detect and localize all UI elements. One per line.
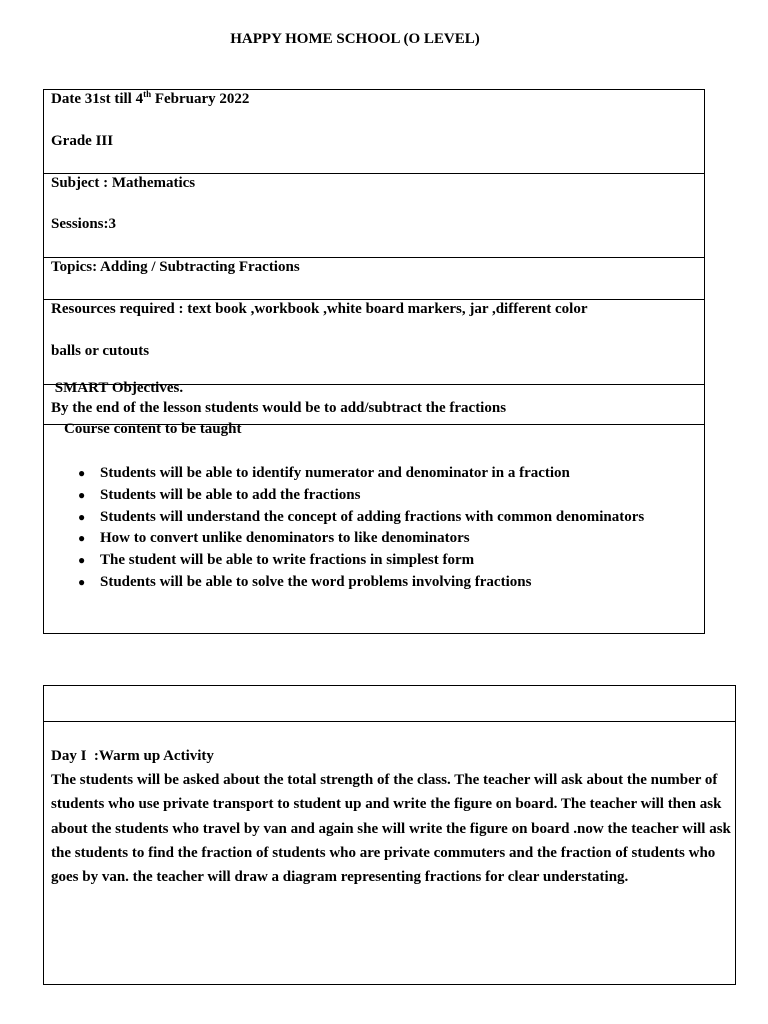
activity-text bbox=[51, 744, 731, 889]
list-item: ● The student will be able to write fractions in simplest form bbox=[100, 550, 680, 572]
bullet-icon: ● bbox=[78, 509, 86, 524]
date-grade-cell bbox=[44, 90, 704, 174]
topics-cell bbox=[44, 258, 704, 300]
course-content-cell bbox=[44, 421, 704, 633]
resources-line-1: Resources required : text book ,workbook ,white board markers, jar ,different color bbox=[51, 301, 588, 317]
grade-line: Grade III bbox=[51, 133, 114, 149]
objectives-text: By the end of the lesson students would be to add/subtract the fractions bbox=[51, 400, 507, 416]
subject-line: Subject : Mathematics bbox=[51, 175, 196, 191]
bullet-icon: ● bbox=[78, 553, 86, 568]
bullet-icon: ● bbox=[78, 574, 86, 589]
list-item: ● Students will be able to add the fractions bbox=[100, 485, 680, 507]
date-line: Date 31st till 4th February 2022 bbox=[51, 89, 250, 107]
resources-cell bbox=[44, 300, 704, 385]
lesson-plan-table bbox=[43, 89, 705, 634]
bullet-icon: ● bbox=[78, 531, 86, 546]
activity-body-cell bbox=[44, 722, 735, 984]
activity-header-cell bbox=[44, 686, 735, 722]
resources-line-2: balls or cutouts bbox=[51, 343, 150, 359]
list-item: ● Students will be able to identify numerator and denominator in a fraction bbox=[100, 463, 680, 485]
activity-heading: Day I :Warm up Activity bbox=[51, 748, 214, 764]
course-heading: Course content to be taught bbox=[64, 421, 242, 437]
objectives-cell bbox=[44, 380, 704, 425]
sessions-line: Sessions:3 bbox=[51, 216, 117, 232]
bullet-icon: ● bbox=[78, 466, 86, 480]
list-item: ● Students will understand the concept of adding fractions with common denominators bbox=[100, 507, 680, 529]
course-content-list bbox=[78, 463, 680, 594]
activity-body: The students will be asked about the total strength of the class. The teacher will ask about the number of students who use private transport to student up and write the figure on board. The teacher will then ask about the students who travel by van and again she will write the figure on board .now the teacher will ask the students to find the fraction of students who are private commuters and the fraction of students who goes by van. the teacher will draw a diagram representing fractions for clear understating. bbox=[51, 772, 731, 886]
list-item: ● Students will be able to solve the word problems involving fractions bbox=[100, 572, 680, 594]
objectives-heading: SMART Objectives. bbox=[51, 380, 184, 396]
activity-table bbox=[43, 685, 736, 985]
bullet-icon: ● bbox=[78, 487, 86, 502]
list-item: ● How to convert unlike denominators to like denominators bbox=[100, 528, 680, 550]
school-title: HAPPY HOME SCHOOL (O LEVEL) bbox=[230, 31, 480, 47]
topics-line: Topics: Adding / Subtracting Fractions bbox=[51, 259, 300, 275]
subject-sessions-cell bbox=[44, 174, 704, 258]
